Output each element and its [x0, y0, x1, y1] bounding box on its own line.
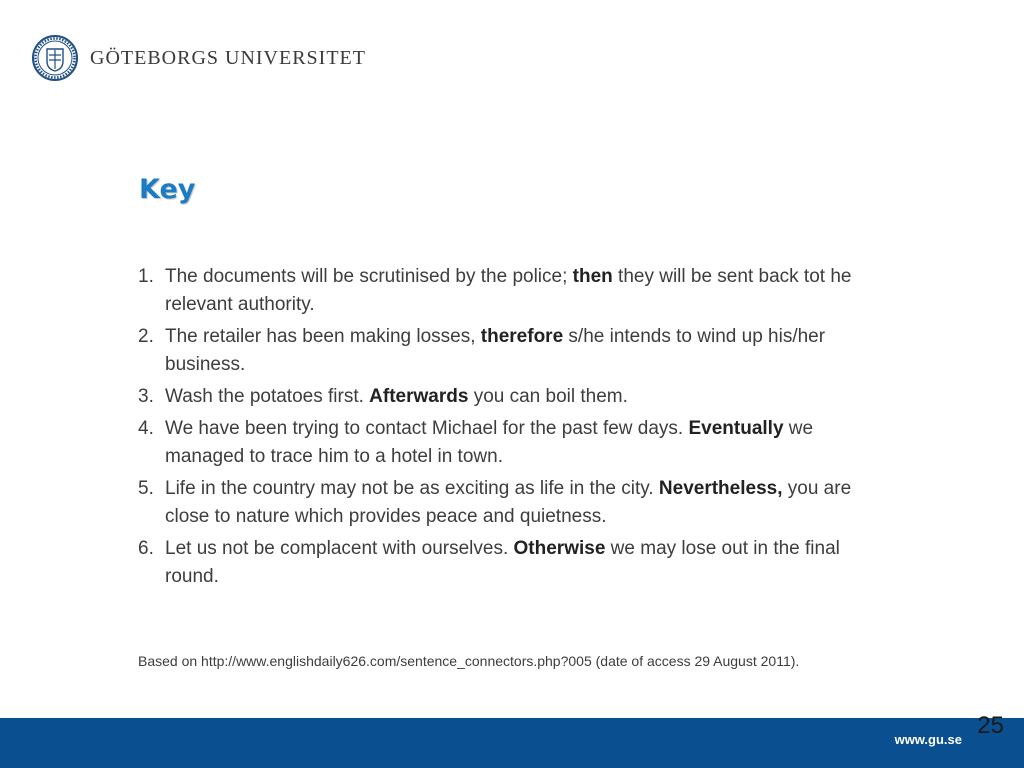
connector-list	[138, 263, 883, 595]
item-text-before: We have been trying to contact Michael for the past few days.	[165, 418, 689, 439]
item-number: 4.	[138, 418, 154, 439]
item-number: 5.	[138, 478, 154, 499]
list-item	[138, 323, 883, 379]
item-text-before: The documents will be scrutinised by the police;	[165, 266, 573, 287]
list-item	[138, 263, 883, 319]
source-citation: Based on http://www.englishdaily626.com/sentence_connectors.php?005 (date of access 29 August 2011).	[138, 653, 800, 669]
connector-word: Nevertheless,	[658, 478, 783, 499]
item-text-after: we may lose out in the final round.	[165, 538, 840, 587]
item-number: 2.	[138, 326, 154, 347]
item-text-before: Life in the country may not be as exciting as life in the city.	[165, 478, 659, 499]
connector-word: Otherwise	[513, 538, 606, 559]
item-text-after: they will be sent back tot he relevant authority.	[165, 266, 852, 315]
item-text-before: The retailer has been making losses,	[165, 326, 481, 347]
university-logo	[32, 34, 366, 82]
item-number: 6.	[138, 538, 154, 559]
item-text-before: Let us not be complacent with ourselves.	[165, 538, 514, 559]
connector-word: then	[572, 266, 613, 287]
list-item	[138, 383, 883, 411]
item-text-after: we managed to trace him to a hotel in town.	[165, 418, 814, 467]
connector-word: therefore	[480, 326, 564, 347]
footer-bar	[0, 718, 1024, 768]
item-text-after: you can boil them.	[468, 386, 628, 407]
item-text-after: s/he intends to wind up his/her business.	[165, 326, 826, 375]
list-item	[138, 535, 883, 591]
connector-word: Afterwards	[369, 386, 469, 407]
list-item	[138, 415, 883, 471]
university-seal-icon	[32, 35, 78, 81]
item-number: 1.	[138, 266, 154, 287]
footer-url: www.gu.se	[894, 732, 962, 747]
item-text-before: Wash the potatoes first.	[165, 386, 370, 407]
connector-word: Eventually	[688, 418, 784, 439]
slide-title: Key	[139, 174, 196, 205]
list-item	[138, 475, 883, 531]
university-name: GÖTEBORGS UNIVERSITET	[90, 46, 366, 69]
item-number: 3.	[138, 386, 154, 407]
page-number: 25	[977, 712, 1004, 739]
item-text-after: you are close to nature which provides peace and quietness.	[165, 478, 852, 527]
